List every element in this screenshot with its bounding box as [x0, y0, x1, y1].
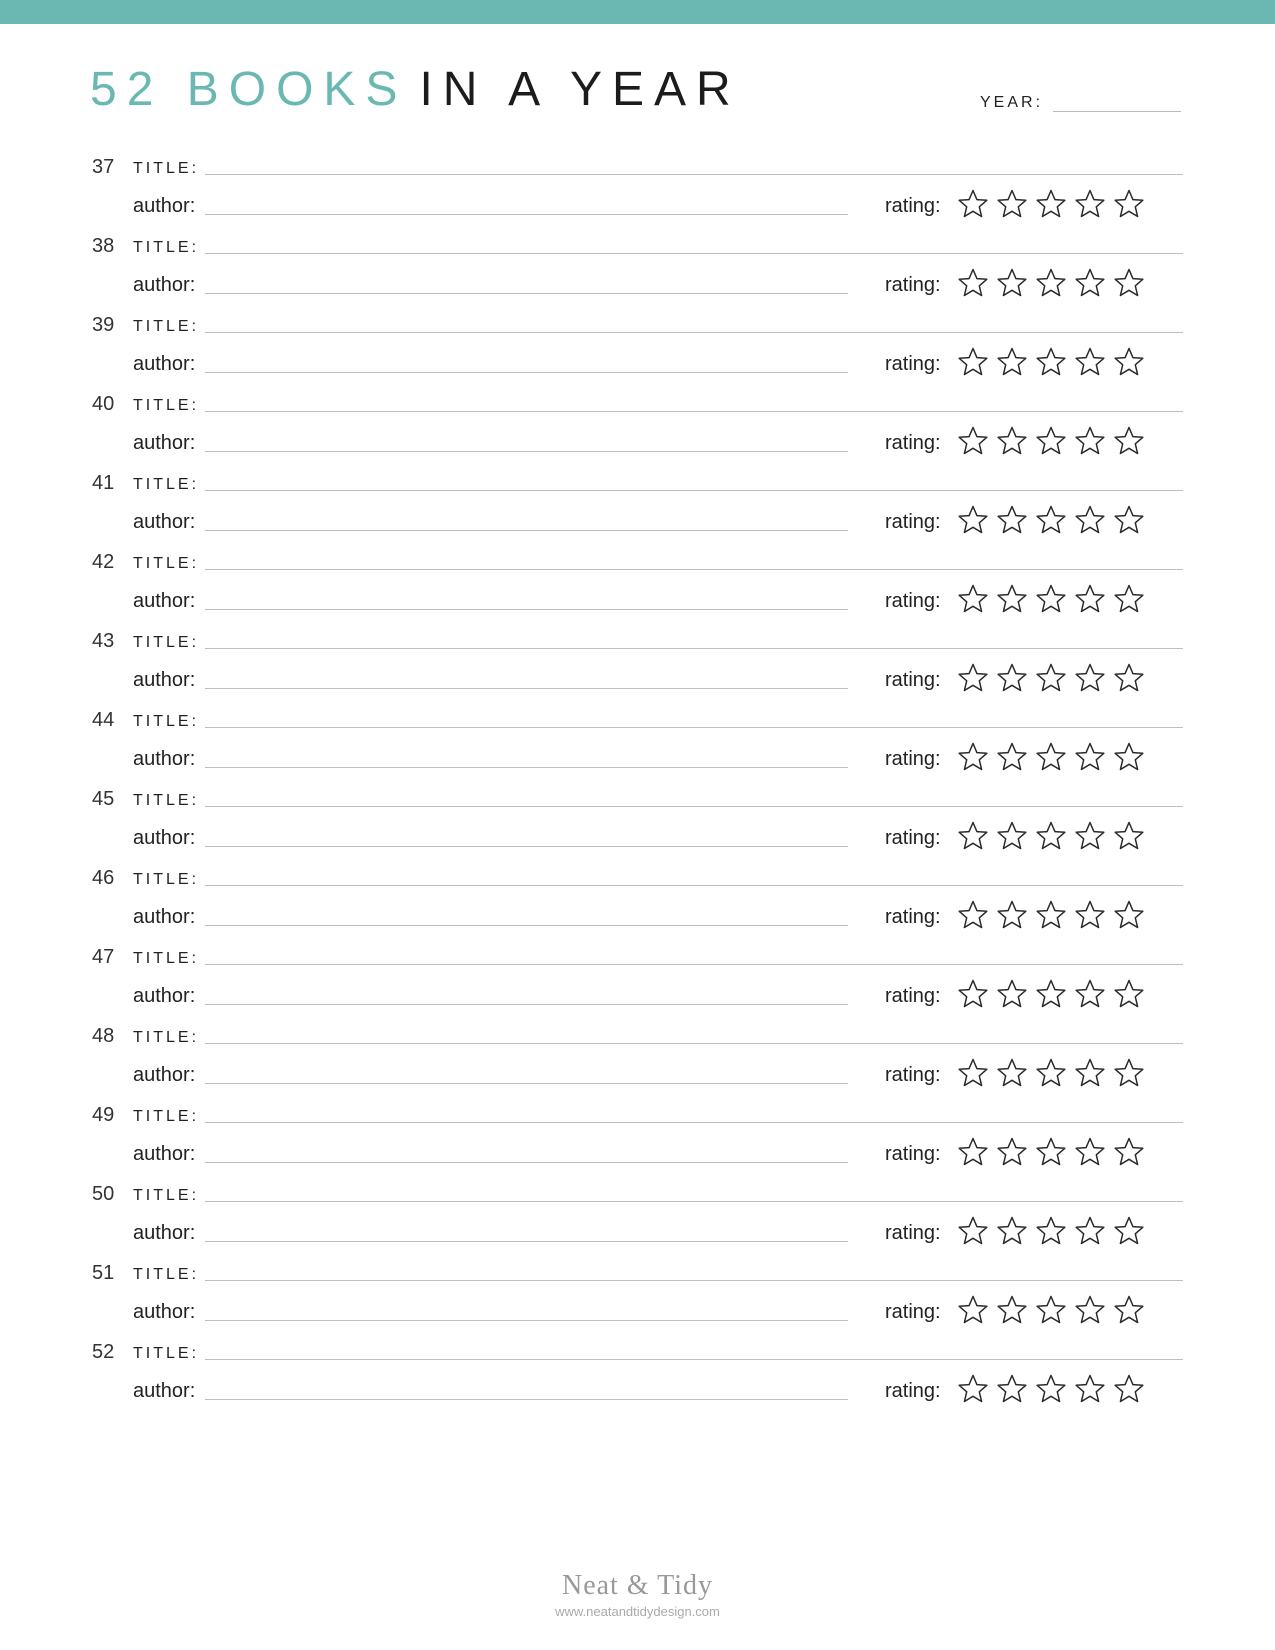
entry-title-field[interactable]: [205, 1359, 1183, 1360]
star-icon[interactable]: [996, 899, 1028, 931]
entry-author-label: author:: [133, 274, 196, 296]
entry-number: 38: [92, 235, 115, 257]
entry-number: 40: [92, 393, 115, 415]
book-entry: [0, 387, 1275, 466]
book-entry: [0, 1098, 1275, 1177]
entry-author-field[interactable]: [205, 767, 848, 768]
entry-title-field[interactable]: [205, 1280, 1183, 1281]
entry-title-label: TITLE:: [133, 160, 200, 177]
star-icon[interactable]: [1113, 188, 1145, 220]
star-icon[interactable]: [957, 741, 989, 773]
star-icon[interactable]: [1074, 267, 1106, 299]
star-icon[interactable]: [957, 899, 989, 931]
entry-title-field[interactable]: [205, 332, 1183, 333]
entry-author-label: author:: [133, 669, 196, 691]
entry-number: 45: [92, 788, 115, 810]
entry-rating-label: rating:: [885, 353, 941, 375]
entry-rating-stars: [957, 504, 1145, 536]
star-icon[interactable]: [996, 978, 1028, 1010]
star-icon[interactable]: [996, 662, 1028, 694]
entry-title-field[interactable]: [205, 253, 1183, 254]
entry-number: 49: [92, 1104, 115, 1126]
entry-number: 42: [92, 551, 115, 573]
entry-title-field[interactable]: [205, 490, 1183, 491]
entry-rating-stars: [957, 1057, 1145, 1089]
entry-title-label: TITLE:: [133, 1345, 200, 1362]
entry-rating-label: rating:: [885, 511, 941, 533]
page-title: [90, 62, 741, 117]
entry-rating-label: rating:: [885, 590, 941, 612]
star-icon[interactable]: [1035, 1057, 1067, 1089]
entry-title-field[interactable]: [205, 1043, 1183, 1044]
entry-author-field[interactable]: [205, 293, 848, 294]
star-icon[interactable]: [1113, 583, 1145, 615]
entry-rating-label: rating:: [885, 274, 941, 296]
entry-rating-stars: [957, 820, 1145, 852]
entry-author-label: author:: [133, 590, 196, 612]
page-title-accent: 52 BOOKS: [90, 63, 408, 116]
entry-author-label: author:: [133, 1222, 196, 1244]
star-icon[interactable]: [957, 1215, 989, 1247]
entry-rating-label: rating:: [885, 1143, 941, 1165]
entry-author-field[interactable]: [205, 925, 848, 926]
star-icon[interactable]: [1113, 267, 1145, 299]
entry-number: 51: [92, 1262, 115, 1284]
star-icon[interactable]: [996, 1373, 1028, 1405]
star-icon[interactable]: [1035, 1294, 1067, 1326]
entry-author-label: author:: [133, 511, 196, 533]
star-icon[interactable]: [1113, 1215, 1145, 1247]
book-entry: [0, 229, 1275, 308]
entry-rating-stars: [957, 1215, 1145, 1247]
star-icon[interactable]: [1074, 583, 1106, 615]
entry-rating-label: rating:: [885, 1301, 941, 1323]
star-icon[interactable]: [1074, 1294, 1106, 1326]
year-input-line[interactable]: [1053, 97, 1181, 112]
entry-author-label: author:: [133, 906, 196, 928]
book-entries-list: [0, 150, 1275, 1414]
brand-url: www.neatandtidydesign.com: [555, 1604, 720, 1619]
entry-title-field[interactable]: [205, 1122, 1183, 1123]
star-icon[interactable]: [1035, 583, 1067, 615]
entry-author-label: author:: [133, 1064, 196, 1086]
entry-author-field[interactable]: [205, 1241, 848, 1242]
entry-title-label: TITLE:: [133, 634, 200, 651]
star-icon[interactable]: [1035, 267, 1067, 299]
entry-title-field[interactable]: [205, 885, 1183, 886]
book-entry: [0, 466, 1275, 545]
star-icon[interactable]: [1113, 899, 1145, 931]
book-entry: [0, 1256, 1275, 1335]
entry-title-label: TITLE:: [133, 318, 200, 335]
book-entry: [0, 1019, 1275, 1098]
entry-title-label: TITLE:: [133, 1187, 200, 1204]
entry-title-field[interactable]: [205, 806, 1183, 807]
star-icon[interactable]: [1113, 504, 1145, 536]
entry-title-label: TITLE:: [133, 239, 200, 256]
entry-title-label: TITLE:: [133, 1266, 200, 1283]
entry-rating-label: rating:: [885, 669, 941, 691]
book-entry: [0, 624, 1275, 703]
book-entry: [0, 150, 1275, 229]
star-icon[interactable]: [957, 188, 989, 220]
star-icon[interactable]: [1113, 820, 1145, 852]
star-icon[interactable]: [1113, 1057, 1145, 1089]
star-icon[interactable]: [1035, 188, 1067, 220]
star-icon[interactable]: [1074, 1057, 1106, 1089]
entry-title-label: TITLE:: [133, 1029, 200, 1046]
entry-title-field[interactable]: [205, 569, 1183, 570]
entry-author-field[interactable]: [205, 609, 848, 610]
star-icon[interactable]: [996, 820, 1028, 852]
entry-title-field[interactable]: [205, 411, 1183, 412]
star-icon[interactable]: [996, 425, 1028, 457]
star-icon[interactable]: [1035, 504, 1067, 536]
entry-number: 52: [92, 1341, 115, 1363]
entry-title-label: TITLE:: [133, 713, 200, 730]
entry-number: 48: [92, 1025, 115, 1047]
entry-title-field[interactable]: [205, 964, 1183, 965]
entry-title-label: TITLE:: [133, 476, 200, 493]
entry-author-label: author:: [133, 432, 196, 454]
entry-rating-stars: [957, 583, 1145, 615]
entry-author-field[interactable]: [205, 1162, 848, 1163]
entry-title-field[interactable]: [205, 1201, 1183, 1202]
star-icon[interactable]: [1074, 820, 1106, 852]
year-label: YEAR:: [980, 94, 1044, 111]
entry-rating-label: rating:: [885, 432, 941, 454]
entry-number: 47: [92, 946, 115, 968]
page-title-rest: IN A YEAR: [419, 63, 741, 116]
star-icon[interactable]: [1035, 1215, 1067, 1247]
entry-author-label: author:: [133, 748, 196, 770]
star-icon[interactable]: [1035, 899, 1067, 931]
entry-author-label: author:: [133, 353, 196, 375]
star-icon[interactable]: [957, 820, 989, 852]
star-icon[interactable]: [996, 188, 1028, 220]
entry-author-field[interactable]: [205, 214, 848, 215]
entry-author-label: author:: [133, 195, 196, 217]
star-icon[interactable]: [1035, 425, 1067, 457]
entry-rating-stars: [957, 978, 1145, 1010]
star-icon[interactable]: [1113, 662, 1145, 694]
star-icon[interactable]: [957, 267, 989, 299]
entry-rating-label: rating:: [885, 1222, 941, 1244]
star-icon[interactable]: [957, 662, 989, 694]
entry-number: 46: [92, 867, 115, 889]
star-icon[interactable]: [1113, 978, 1145, 1010]
book-entry: [0, 1335, 1275, 1414]
star-icon[interactable]: [1113, 741, 1145, 773]
star-icon[interactable]: [996, 741, 1028, 773]
entry-rating-label: rating:: [885, 906, 941, 928]
entry-rating-label: rating:: [885, 748, 941, 770]
star-icon[interactable]: [996, 1057, 1028, 1089]
star-icon[interactable]: [1113, 1294, 1145, 1326]
entry-number: 37: [92, 156, 115, 178]
star-icon[interactable]: [1035, 662, 1067, 694]
star-icon[interactable]: [1074, 978, 1106, 1010]
entry-rating-stars: [957, 662, 1145, 694]
entry-title-label: TITLE:: [133, 950, 200, 967]
star-icon[interactable]: [1113, 1373, 1145, 1405]
star-icon[interactable]: [1113, 425, 1145, 457]
entry-author-field[interactable]: [205, 530, 848, 531]
book-entry: [0, 1177, 1275, 1256]
entry-rating-stars: [957, 425, 1145, 457]
star-icon[interactable]: [1035, 820, 1067, 852]
top-accent-bar: [0, 0, 1275, 24]
entry-rating-stars: [957, 188, 1145, 220]
star-icon[interactable]: [1074, 1136, 1106, 1168]
entry-rating-stars: [957, 899, 1145, 931]
entry-rating-stars: [957, 1136, 1145, 1168]
star-icon[interactable]: [1074, 425, 1106, 457]
entry-rating-label: rating:: [885, 1380, 941, 1402]
entry-number: 39: [92, 314, 115, 336]
star-icon[interactable]: [957, 978, 989, 1010]
entry-rating-label: rating:: [885, 827, 941, 849]
entry-rating-stars: [957, 1294, 1145, 1326]
entry-number: 43: [92, 630, 115, 652]
book-entry: [0, 940, 1275, 1019]
entry-author-field[interactable]: [205, 846, 848, 847]
star-icon[interactable]: [996, 504, 1028, 536]
star-icon[interactable]: [1074, 188, 1106, 220]
entry-author-field[interactable]: [205, 1004, 848, 1005]
entry-title-label: TITLE:: [133, 1108, 200, 1125]
entry-author-field[interactable]: [205, 688, 848, 689]
entry-rating-stars: [957, 741, 1145, 773]
book-entry: [0, 782, 1275, 861]
star-icon[interactable]: [1113, 346, 1145, 378]
star-icon[interactable]: [1035, 346, 1067, 378]
star-icon[interactable]: [1074, 346, 1106, 378]
entry-author-label: author:: [133, 1143, 196, 1165]
entry-author-label: author:: [133, 827, 196, 849]
star-icon[interactable]: [957, 1136, 989, 1168]
star-icon[interactable]: [1035, 741, 1067, 773]
star-icon[interactable]: [996, 1215, 1028, 1247]
star-icon[interactable]: [996, 1136, 1028, 1168]
star-icon[interactable]: [957, 504, 989, 536]
entry-title-label: TITLE:: [133, 871, 200, 888]
entry-rating-label: rating:: [885, 1064, 941, 1086]
book-entry: [0, 308, 1275, 387]
star-icon[interactable]: [1035, 1136, 1067, 1168]
entry-number: 50: [92, 1183, 115, 1205]
star-icon[interactable]: [1074, 504, 1106, 536]
star-icon[interactable]: [1113, 1136, 1145, 1168]
entry-author-label: author:: [133, 985, 196, 1007]
star-icon[interactable]: [957, 425, 989, 457]
entry-title-label: TITLE:: [133, 397, 200, 414]
star-icon[interactable]: [996, 267, 1028, 299]
entry-author-field[interactable]: [205, 372, 848, 373]
entry-author-label: author:: [133, 1380, 196, 1402]
entry-title-field[interactable]: [205, 174, 1183, 175]
year-field: [980, 94, 1181, 112]
entry-rating-stars: [957, 1373, 1145, 1405]
star-icon[interactable]: [957, 1373, 989, 1405]
star-icon[interactable]: [996, 1294, 1028, 1326]
entry-title-field[interactable]: [205, 727, 1183, 728]
book-entry: [0, 703, 1275, 782]
entry-author-field[interactable]: [205, 1399, 848, 1400]
entry-author-field[interactable]: [205, 1320, 848, 1321]
entry-title-label: TITLE:: [133, 792, 200, 809]
star-icon[interactable]: [996, 583, 1028, 615]
star-icon[interactable]: [957, 1057, 989, 1089]
entry-number: 44: [92, 709, 115, 731]
star-icon[interactable]: [1074, 1215, 1106, 1247]
brand-logo: Neat & Tidy: [561, 1570, 714, 1601]
entry-rating-label: rating:: [885, 195, 941, 217]
entry-number: 41: [92, 472, 115, 494]
entry-title-label: TITLE:: [133, 555, 200, 572]
star-icon[interactable]: [1074, 899, 1106, 931]
star-icon[interactable]: [996, 346, 1028, 378]
star-icon[interactable]: [1074, 662, 1106, 694]
entry-author-field[interactable]: [205, 451, 848, 452]
star-icon[interactable]: [1035, 978, 1067, 1010]
entry-rating-label: rating:: [885, 985, 941, 1007]
star-icon[interactable]: [957, 583, 989, 615]
entry-title-field[interactable]: [205, 648, 1183, 649]
star-icon[interactable]: [957, 346, 989, 378]
star-icon[interactable]: [1074, 741, 1106, 773]
book-entry: [0, 861, 1275, 940]
entry-author-field[interactable]: [205, 1083, 848, 1084]
star-icon[interactable]: [957, 1294, 989, 1326]
footer: [0, 1570, 1275, 1619]
book-entry: [0, 545, 1275, 624]
entry-rating-stars: [957, 267, 1145, 299]
star-icon[interactable]: [1035, 1373, 1067, 1405]
star-icon[interactable]: [1074, 1373, 1106, 1405]
entry-author-label: author:: [133, 1301, 196, 1323]
entry-rating-stars: [957, 346, 1145, 378]
